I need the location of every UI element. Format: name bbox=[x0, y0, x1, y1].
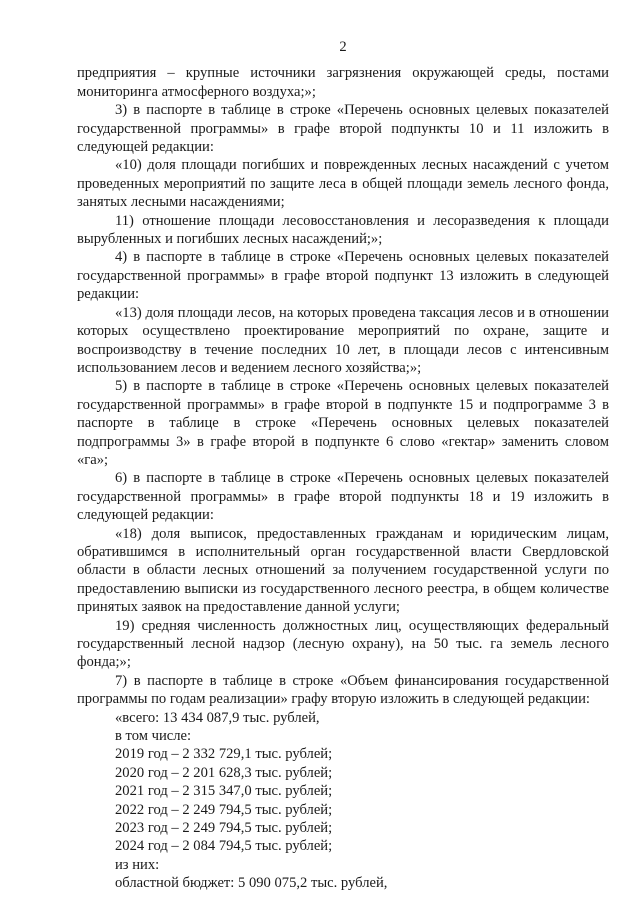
funding-line: 2023 год – 2 249 794,5 тыс. рублей; bbox=[115, 820, 333, 837]
paragraph: 3) в паспорте в таблице в строке «Перечень основных целевых показателей государственной программы» в графе второй подпункты 10 и 11 изложить в следующей редакции: bbox=[77, 102, 609, 156]
paragraph: «13) доля площади лесов, на которых проведена таксация лесов и в отношении которых осуществлено проектирование мероприятий по охране, защите и воспроизводству в течение последних 10 лет, в площади лесов с интенсивным использованием лесов и ведением лесного хозяйства;»; bbox=[77, 304, 609, 376]
paragraph: 19) средняя численность должностных лиц, осуществляющих федеральный государственный лесной надзор (лесную охрану), на 50 тыс. га земель лесного фонда;»; bbox=[77, 617, 609, 671]
paragraph: 4) в паспорте в таблице в строке «Перечень основных целевых показателей государственной программы» в графе второй подпункт 13 изложить в следующей редакции: bbox=[77, 249, 609, 303]
paragraph: 11) отношение площади лесовосстановления и лесоразведения к площади вырубленных и погибших лесных насаждений;»; bbox=[77, 212, 609, 248]
funding-line: 2022 год – 2 249 794,5 тыс. рублей; bbox=[115, 801, 333, 818]
paragraph: «10) доля площади погибших и поврежденных лесных насаждений с учетом проведенных мероприятий по защите леса в общей площади земель лесного фонда, занятых лесными насаждениями; bbox=[77, 157, 609, 211]
paragraph: 5) в паспорте в таблице в строке «Перечень основных целевых показателей государственной программы» в графе второй в подпункте 15 и подпрограмме 3 в паспорте в таблице в строке «Перечень основных целевых показателей подпрограммы 3» в графе второй в подпункте 6 слово «гектар» заменить словом «га»; bbox=[77, 378, 609, 468]
paragraph: «18) доля выписок, предоставленных гражданам и юридическим лицам, обратившимся в исполнительный орган государственной власти Свердловской области в области лесных отношений за получением государственной услуги по предоставлению выписки из государственного лесного реестра, в общем количестве принятых заявок на предоставление данной услуги; bbox=[77, 525, 609, 616]
page-number: 2 bbox=[339, 39, 347, 55]
paragraph: 6) в паспорте в таблице в строке «Перечень основных целевых показателей государственной программы» в графе второй подпункты 18 и 19 изложить в следующей редакции: bbox=[77, 470, 609, 524]
funding-line: областной бюджет: 5 090 075,2 тыс. рублей, bbox=[115, 875, 388, 892]
funding-line: 2024 год – 2 084 794,5 тыс. рублей; bbox=[115, 838, 333, 855]
funding-line: 2020 год – 2 201 628,3 тыс. рублей; bbox=[115, 764, 333, 781]
funding-line: 2019 год – 2 332 729,1 тыс. рублей; bbox=[115, 746, 333, 763]
paragraph: 7) в паспорте в таблице в строке «Объем финансирования государственной программы по годам реализации» графу вторую изложить в следующей редакции: bbox=[77, 672, 609, 708]
paragraph: предприятия – крупные источники загрязнения окружающей среды, постами мониторинга атмосферного воздуха;»; bbox=[77, 65, 609, 100]
funding-line: 2021 год – 2 315 347,0 тыс. рублей; bbox=[115, 783, 333, 800]
funding-line: из них: bbox=[115, 856, 160, 873]
funding-line: «всего: 13 434 087,9 тыс. рублей, bbox=[115, 709, 320, 726]
funding-line: в том числе: bbox=[115, 728, 192, 745]
